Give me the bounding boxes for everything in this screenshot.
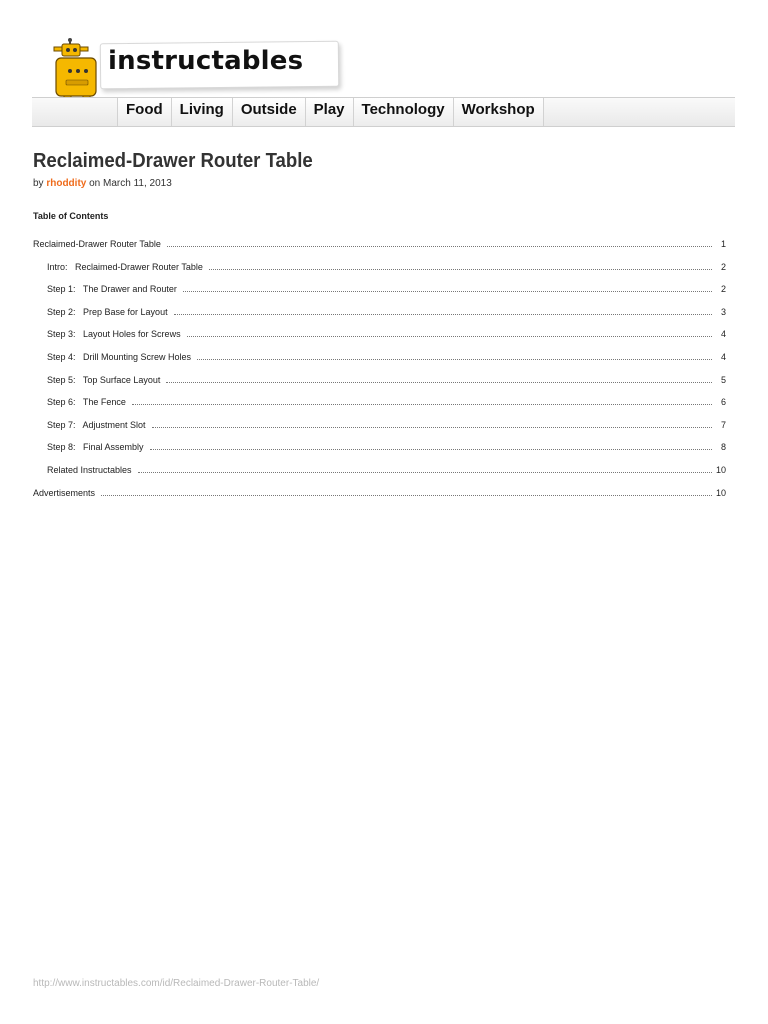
toc-entry-label: Step 5: Top Surface Layout [47,374,161,385]
page-title: Reclaimed-Drawer Router Table [33,150,313,172]
toc-leader-dots [174,313,712,315]
toc-entry-page: 7 [720,419,726,430]
nav-workshop[interactable]: Workshop [453,98,544,126]
toc-leader-dots [101,494,712,496]
toc-leader-dots [167,245,712,247]
toc-leader-dots [197,358,712,360]
toc-entry-label: Reclaimed-Drawer Router Table [33,239,161,249]
toc-entry-page: 2 [720,284,726,295]
nav-food[interactable]: Food [117,98,171,126]
author-link[interactable]: rhoddity [46,178,87,189]
toc-entry-label: Step 1: The Drawer and Router [47,284,177,295]
toc-leader-dots [183,290,712,292]
toc-leader-dots [152,426,712,428]
category-nav [32,97,735,127]
toc-leader-dots [187,335,712,337]
publish-date: on March 11, 2013 [89,178,172,189]
toc-entry-page: 4 [720,329,726,340]
toc-entry-label: Step 7: Adjustment Slot [47,419,146,430]
toc-entry-page: 10 [715,465,726,475]
nav-technology[interactable]: Technology [353,98,453,126]
toc-leader-dots [209,268,712,270]
toc-entry[interactable] [33,305,726,317]
toc-entry[interactable] [33,350,726,362]
nav-outside[interactable]: Outside [232,98,305,126]
toc-heading: Table of Contents [33,211,109,221]
toc-leader-dots [138,471,712,473]
toc-entry-page: 1 [720,239,726,249]
toc-entry[interactable] [33,440,726,452]
toc-leader-dots [150,448,712,450]
byline [33,178,172,189]
toc-entry[interactable] [33,237,726,249]
toc-entry-label: Step 2: Prep Base for Layout [47,306,168,317]
footer-url[interactable]: http://www.instructables.com/id/Reclaimed-Drawer-Router-Table/ [33,978,320,989]
toc-entry-label: Step 3: Layout Holes for Screws [47,329,181,340]
toc-leader-dots [132,403,712,405]
toc-entry-page: 4 [720,352,726,362]
toc-entry[interactable] [33,395,726,407]
toc-entry[interactable] [33,418,726,430]
toc-entry-page: 2 [720,261,726,272]
toc-leader-dots [166,381,712,383]
toc-entry-label: Intro: Reclaimed-Drawer Router Table [47,261,203,272]
toc-entry-page: 10 [715,487,726,498]
toc-entry-page: 5 [720,374,726,385]
nav-play[interactable]: Play [305,98,353,126]
toc-entry[interactable] [33,463,726,475]
toc-entry[interactable] [33,327,726,339]
toc-entry[interactable] [33,260,726,272]
toc-entry-page: 6 [720,397,726,408]
toc-entry-label: Step 8: Final Assembly [47,442,144,453]
toc-entry[interactable] [33,486,726,498]
toc-entry-label: Step 4: Drill Mounting Screw Holes [47,352,192,362]
toc-entry[interactable] [33,282,726,294]
toc-entry-label: Step 6: The Fence [47,397,126,408]
nav-living[interactable]: Living [171,98,232,126]
toc-entry[interactable] [33,373,726,385]
toc-entry-page: 3 [720,306,726,317]
toc-entry-label: Advertisements [33,487,96,498]
logo-text: instructables [108,46,304,76]
byline-prefix: by [33,178,44,189]
toc-entry-page: 8 [720,442,726,453]
toc-entry-label: Related Instructables [47,465,132,475]
